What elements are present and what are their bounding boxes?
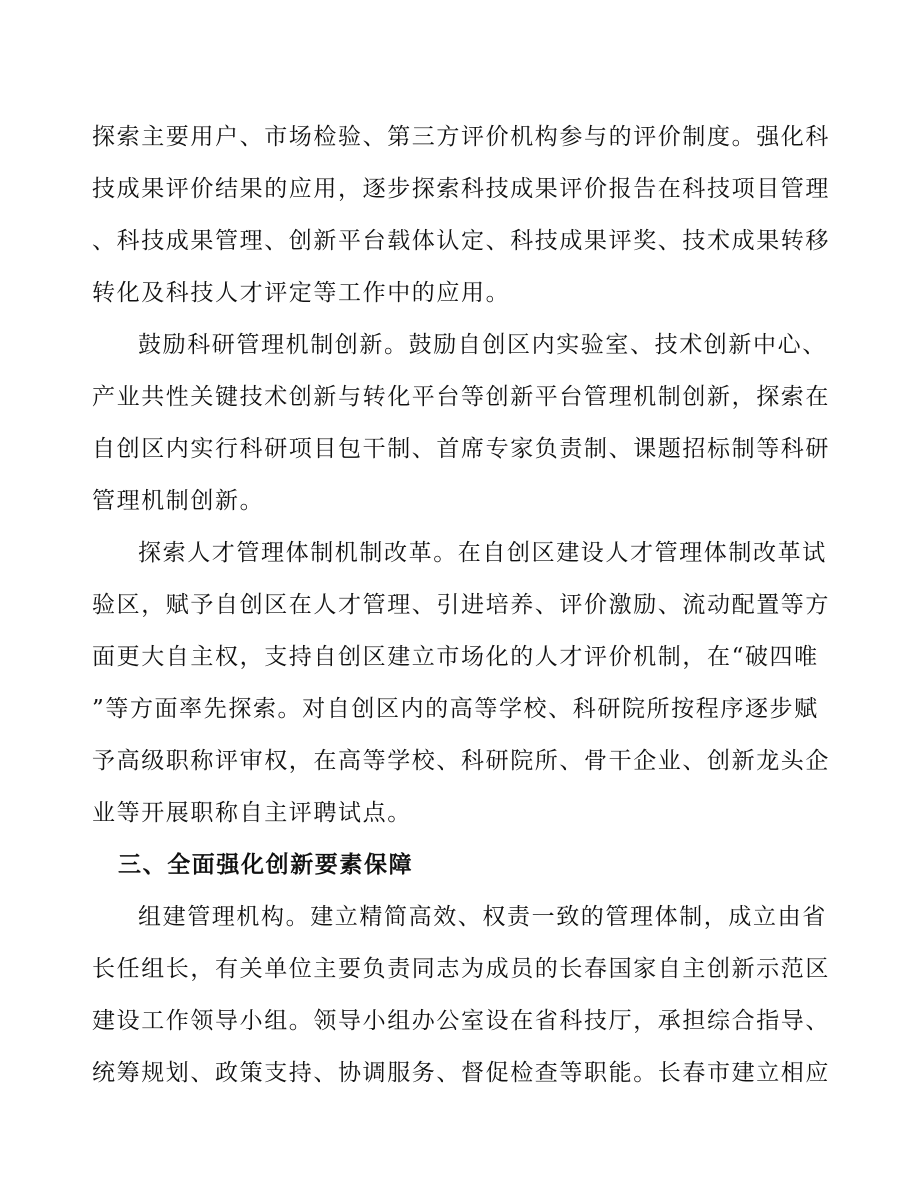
paragraph-line: 管理机制创新。 <box>92 488 265 514</box>
paragraph-line: 自创区内实行科研项目包干制、首席专家负责制、课题招标制等科研 <box>92 436 830 462</box>
paragraph-line: 长任组长，有关单位主要负责同志为成员的长春国家自主创新示范区 <box>92 956 830 982</box>
paragraph-line: 统筹规划、政策支持、协调服务、督促检查等职能。长春市建立相应 <box>92 1060 830 1086</box>
paragraph-line: 鼓励科研管理机制创新。鼓励自创区内实验室、技术创新中心、 <box>138 332 827 358</box>
paragraph-line: 面更大自主权，支持自创区建立市场化的人才评价机制，在“破四唯 <box>92 644 819 670</box>
paragraph-line: 探索主要用户、市场检验、第三方评价机构参与的评价制度。强化科 <box>92 124 830 150</box>
paragraph-line: 组建管理机构。建立精简高效、权责一致的管理体制，成立由省 <box>138 904 827 930</box>
paragraph-line: 产业共性关键技术创新与转化平台等创新平台管理机制创新，探索在 <box>92 384 830 410</box>
section-heading: 三、全面强化创新要素保障 <box>118 851 414 878</box>
paragraph-line: 探索人才管理体制机制改革。在自创区建设人才管理体制改革试 <box>138 540 827 566</box>
paragraph-line: 建设工作领导小组。领导小组办公室设在省科技厅，承担综合指导、 <box>92 1008 830 1034</box>
paragraph-line: ”等方面率先探索。对自创区内的高等学校、科研院所按程序逐步赋 <box>92 696 819 722</box>
paragraph-line: 予高级职称评审权，在高等学校、科研院所、骨干企业、创新龙头企 <box>92 748 830 774</box>
paragraph-line: 转化及科技人才评定等工作中的应用。 <box>92 280 511 306</box>
paragraph-line: 验区，赋予自创区在人才管理、引进培养、评价激励、流动配置等方 <box>92 592 830 618</box>
paragraph-line: 、科技成果管理、创新平台载体认定、科技成果评奖、技术成果转移 <box>92 228 830 254</box>
paragraph-line: 技成果评价结果的应用，逐步探索科技成果评价报告在科技项目管理 <box>92 176 830 202</box>
paragraph-line: 业等开展职称自主评聘试点。 <box>92 800 412 826</box>
